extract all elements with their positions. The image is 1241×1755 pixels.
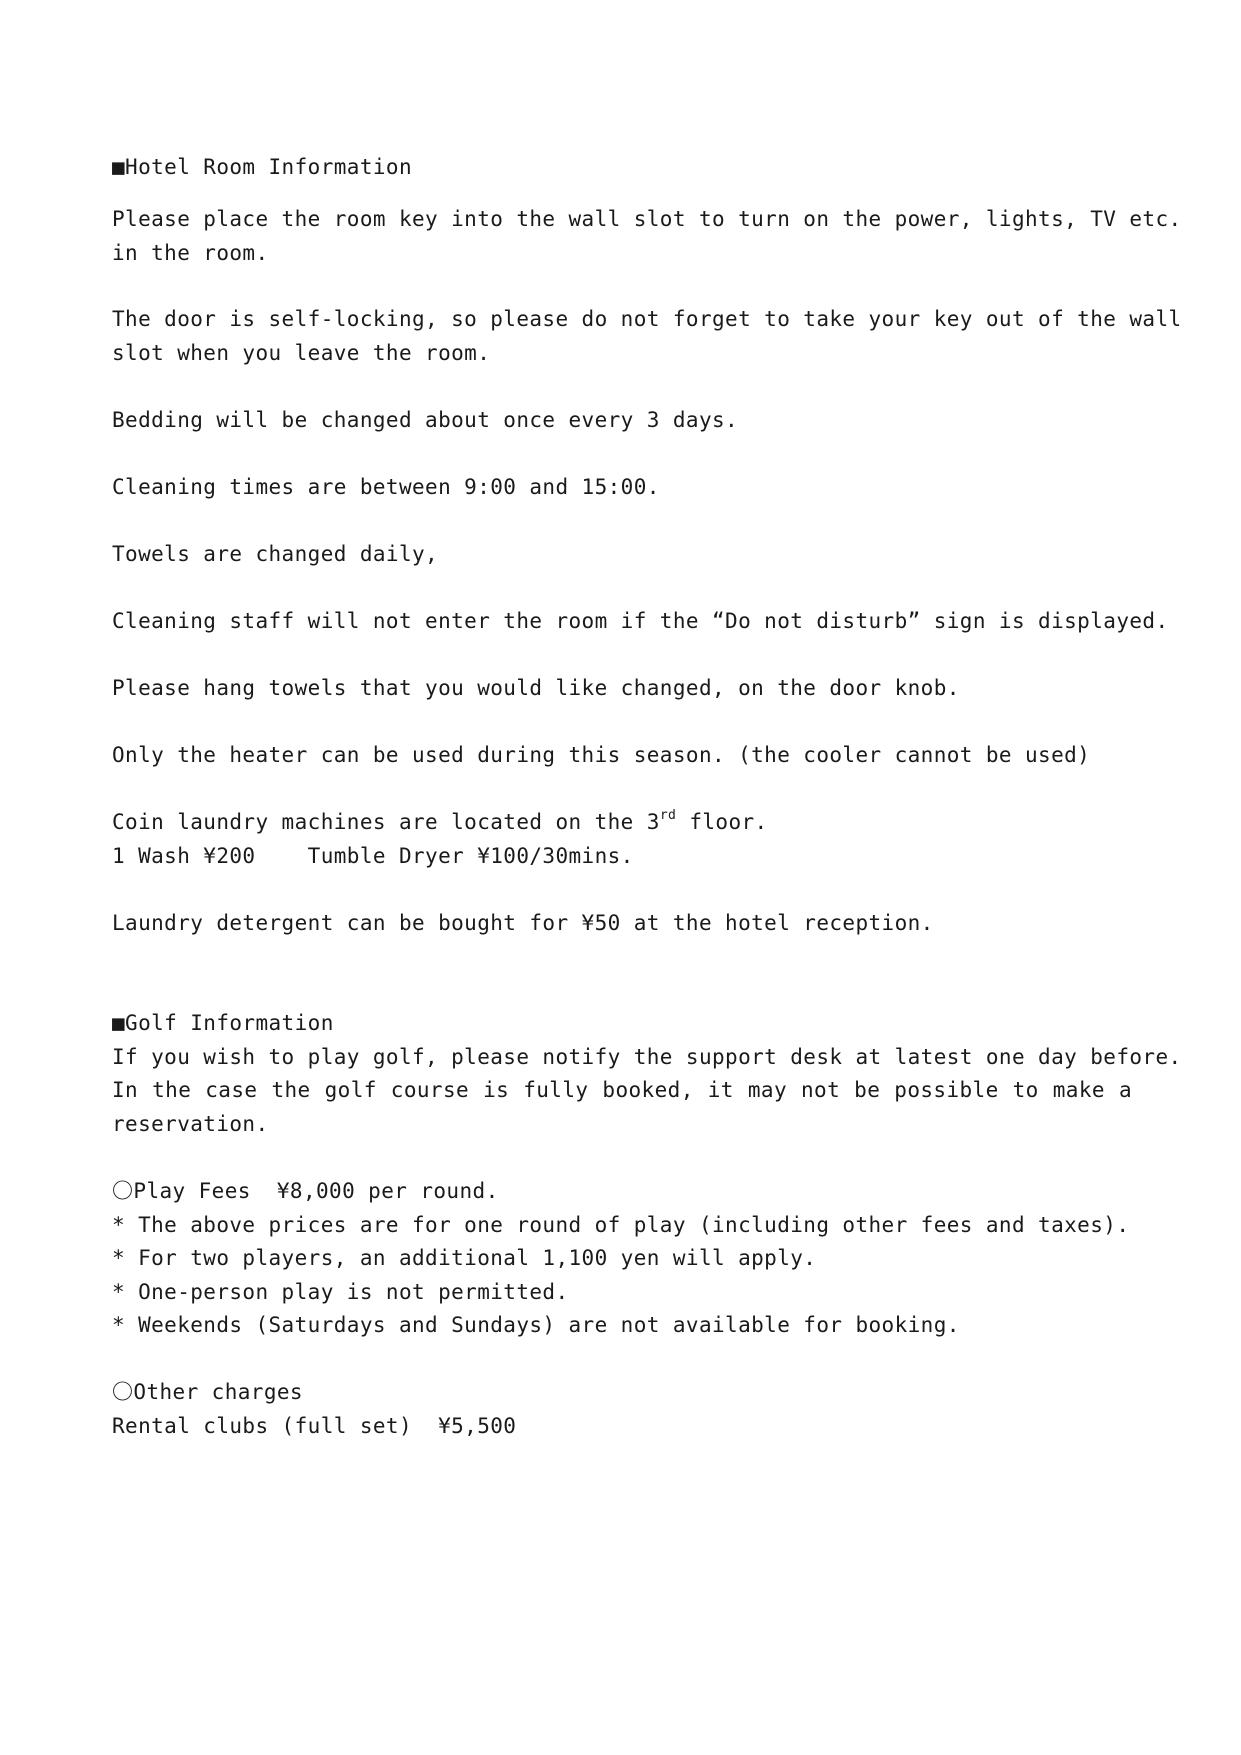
fee-note-2: * For two players, an additional 1,100 yen will apply. xyxy=(112,1246,817,1270)
laundry-prices-text: 1 Wash ¥200 Tumble Dryer ¥100/30mins. xyxy=(112,844,634,868)
room-key-text-line-1: Please place the room key into the wall slot to turn on the power, lights, TV etc. xyxy=(112,207,1182,231)
heater-text: Only the heater can be used during this season. (the cooler cannot be used) xyxy=(112,743,1091,767)
rental-clubs-text: Rental clubs (full set) ¥5,500 xyxy=(112,1414,517,1438)
hang-towels-text: Please hang towels that you would like changed, on the door knob. xyxy=(112,676,960,700)
play-fees-text: 〇Play Fees ¥8,000 per round. xyxy=(112,1179,499,1203)
coin-laundry-end: floor. xyxy=(676,810,768,834)
coin-laundry-main: Coin laundry machines are located on the 3 xyxy=(112,810,660,834)
ordinal-suffix: rd xyxy=(659,808,677,823)
golf-booked-text-line-2: reservation. xyxy=(112,1112,269,1136)
fee-note-3: * One-person play is not permitted. xyxy=(112,1280,569,1304)
cleaning-times-text: Cleaning times are between 9:00 and 15:00. xyxy=(112,475,660,499)
door-text-line-2: slot when you leave the room. xyxy=(112,341,491,365)
other-charges-heading: 〇Other charges xyxy=(112,1380,303,1404)
room-key-text-line-2: in the room. xyxy=(112,241,269,265)
fee-note-1: * The above prices are for one round of play (including other fees and taxes). xyxy=(112,1213,1130,1237)
door-text-line-1: The door is self-locking, so please do not forget to take your key out of the wall xyxy=(112,307,1182,331)
golf-booked-text-line-1: In the case the golf course is fully booked, it may not be possible to make a xyxy=(112,1078,1132,1102)
coin-laundry-text xyxy=(112,807,1132,837)
hotel-section-heading: ■Hotel Room Information xyxy=(112,155,412,179)
do-not-disturb-text: Cleaning staff will not enter the room if the “Do not disturb” sign is displayed. xyxy=(112,609,1169,633)
bedding-text: Bedding will be changed about once every 3 days. xyxy=(112,408,739,432)
golf-notify-text: If you wish to play golf, please notify the support desk at latest one day before. xyxy=(112,1045,1182,1069)
golf-section-heading: ■Golf Information xyxy=(112,1011,334,1035)
towels-text: Towels are changed daily, xyxy=(112,542,439,566)
fee-note-4: * Weekends (Saturdays and Sundays) are not available for booking. xyxy=(112,1313,960,1337)
detergent-text: Laundry detergent can be bought for ¥50 at the hotel reception. xyxy=(112,911,934,935)
